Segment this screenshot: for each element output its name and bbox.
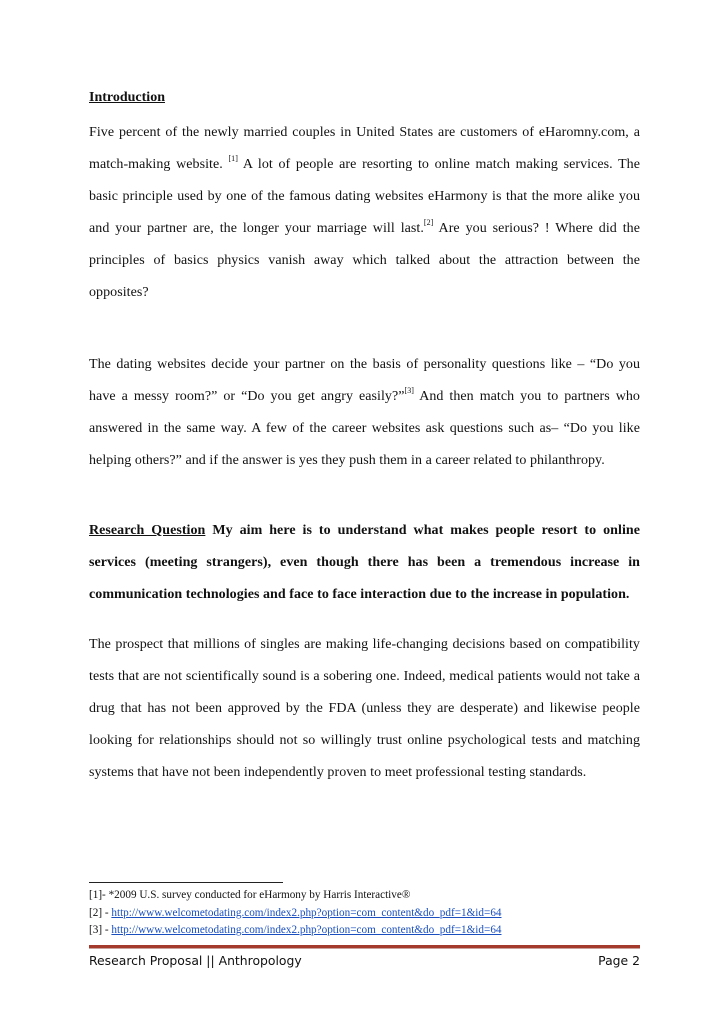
footer-rule: [89, 945, 640, 949]
footnote-1-prefix: [1]-: [89, 889, 109, 901]
intro-p1-text-b: A lot of people are resorting to online match making services. The basic principle used by one of the famous dating websites eHarmony is that the more alike you and your partner are, the longer your marriage will last.: [89, 157, 640, 236]
footnote-3-prefix: [3] -: [89, 924, 112, 936]
research-question-label: Research Question: [89, 523, 206, 538]
page-footer: [89, 951, 640, 971]
intro-p2-text-b: And then match you to partners who answered in the same way. A few of the career websites ask questions such as– “Do you like helping others?” and if the answer is yes they push them in a career related to philanthropy.: [89, 389, 640, 468]
footer-title: Research Proposal || Anthropology: [89, 953, 302, 968]
footnote-2-prefix: [2] -: [89, 906, 112, 919]
footnote-3-link[interactable]: http://www.welcometodating.com/index2.php?option=com_content&do_pdf=1&id=64: [111, 924, 502, 936]
footnote-ref-3: [3]: [404, 386, 414, 396]
intro-paragraph-1: [89, 117, 640, 309]
page-body: [89, 88, 640, 789]
footnote-ref-1: [1]: [228, 154, 238, 164]
prospect-paragraph: The prospect that millions of singles are making life-changing decisions based on compatibility tests that are not scientifically sound is a sobering one. Indeed, medical patients would not take a drug that has not been approved by the FDA (unless they are desperate) and likewise people looking for relationships should not so willingly trust online psychological tests and matching systems that have not been independently proven to meet professional testing standards.: [89, 637, 640, 780]
footnotes: [89, 887, 649, 940]
introduction-heading: Introduction: [89, 90, 165, 105]
footnote-2-link[interactable]: http://www.welcometodating.com/index2.php?option=com_content&do_pdf=1&id=64: [111, 906, 502, 919]
research-question-paragraph: [89, 515, 640, 611]
intro-paragraph-2: [89, 349, 640, 477]
footnote-1: [89, 887, 649, 905]
footnote-ref-2: [2]: [423, 218, 434, 228]
footnote-1-text: *2009 U.S. survey conducted for eHarmony by Harris Interactive®: [108, 889, 411, 901]
intro-p2-text-a: The dating websites decide your partner on the basis of personality questions like – “Do you have a messy room?” or “Do you get angry easily?”: [89, 357, 640, 404]
intro-p1-text-a: Five percent of the newly married couples in United States are customers of eHaromny.com, a match-making website.: [89, 125, 640, 172]
footnote-2: [89, 905, 649, 923]
intro-p1-text-c: Are you serious? ! Where did the principles of basics physics vanish away which talked about the attraction between the opposites?: [89, 221, 640, 300]
page-number: Page 2: [598, 953, 640, 968]
footnote-separator: [89, 882, 283, 883]
footnote-3: [89, 922, 649, 940]
research-question-text: My aim here is to understand what makes people resort to online services (meeting strangers), even though there has been a tremendous increase in communication technologies and face to face interaction due to the increase in population.: [89, 523, 640, 602]
